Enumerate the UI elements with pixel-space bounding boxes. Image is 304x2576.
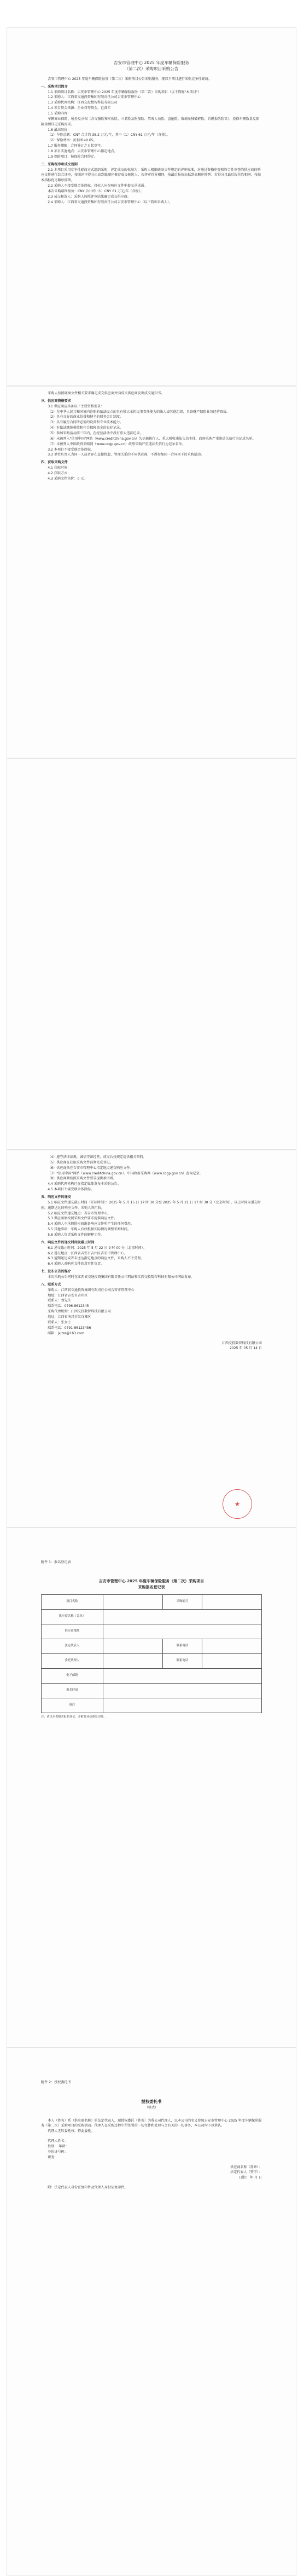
section2-item: 本次采购最终报价：CNY 合计约（1）CNY 61 万元/年（含税）。: [48, 189, 144, 193]
contact-line: 联系人：刘先生: [48, 1299, 71, 1303]
section-heading-1: 一、采购项目简介: [41, 84, 68, 89]
table-cell-value: [103, 1668, 261, 1683]
table-cell-value: [103, 1683, 261, 1698]
table-row: [42, 1609, 262, 1624]
section3-item: （2）具有良好的商业信誉和健全的财务会计制度。: [48, 415, 124, 419]
table-row: [42, 1639, 262, 1653]
section2-item: 2.1 本项目采用竞争性磋商方式组织采购，评定成交的标准为：采购人根据磋商文件规定的评审标准，对通过资格审查和符合性审查的供应商的响应文件进行综合评审，按照评审得分由高到低顺序推荐成交候选人。若评审得分相同，按最后报价由低到高顺序排列；若得分且最后报价均相同，按技术指标优劣顺序排列。: [41, 168, 261, 183]
table-cell-value: [103, 1594, 162, 1609]
signature-org: 江西交投数智科技有限公司: [221, 1341, 262, 1345]
section5-item: 5.3 供应商须按照采购文件要求提供响应文件。: [48, 1217, 118, 1221]
section6-item: 6.3 逾期送达或者未送达指定地点的响应文件，采购人不予受理。: [48, 1257, 144, 1261]
official-seal: [223, 1489, 252, 1519]
section6-item: 6.2 递交地点：江西省吉安市吉州区吉安市管理中心。: [48, 1251, 127, 1255]
section-heading-3: 三、供应商资格要求: [41, 399, 71, 403]
section3-item: （7）未被列入中国政府采购网（www.ccgp.gov.cn）政府采购严重违法失信行为记录名单。: [48, 442, 185, 446]
section2-sub-item: 2.3 成交候选人：采购人按照评审结果确定成交供应商。: [48, 194, 131, 199]
section3-item: （1）在中华人民共和国境内注册的依法设立的具有独立承担民事责任能力的法人或其他组织，具备财产保险业务经营资质。: [48, 410, 230, 414]
section3-item: （6）未被列入"信用中国"网站（www.creditchina.gov.cn）失信被执行人、重大税收违法失信主体、政府采购严重违法失信行为记录名单。: [48, 436, 256, 441]
page4-item: （4）遵守法律法规，诚信守法经营，成交后按规定提供相关资料。: [48, 1155, 147, 1159]
table-cell-value: [103, 1639, 162, 1653]
table-row: [42, 1653, 262, 1668]
contact-line: 采购人：江西省交通投资集团有限责任公司吉安市管理中心: [48, 1288, 135, 1292]
seal-star-icon: ★: [234, 1500, 241, 1508]
section-heading-8: 八、联系方式: [41, 1282, 61, 1287]
contact-line: 联系电话：0796-8612345: [48, 1304, 89, 1309]
document-page-6: [7, 2048, 296, 2576]
section-heading-7: 七、发布公告的媒介: [41, 1270, 71, 1274]
section4-item: 4.2 获取方式：: [48, 471, 71, 476]
table-cell-label: 电子邮箱: [42, 1668, 103, 1683]
attachment-2-label: 附件 2：授权委托书: [41, 2081, 71, 2084]
table-cell-value: [103, 1653, 162, 1668]
section3-item: 3.1 供应商应具备以下主要资格要求：: [48, 404, 104, 408]
auth-line: 代理人姓名：: [48, 2139, 68, 2143]
section1-item: 1.8 项目实施地点：吉安市管理中心指定地点。: [48, 149, 118, 153]
section3-item: 3.3 单位负责人为同一人或者存在直接控股、管理关系的不同供应商，不得参加同一合同项下的采购活动。: [48, 453, 204, 457]
auth-title: 授权委托书: [141, 2099, 162, 2104]
document-title: [41, 60, 262, 72]
section1-item: （1）车险总额：CNY 合计约 38.2 万元/年，其中（1）CNY 61 万元/年（含税）。: [48, 133, 170, 137]
contact-line: 采购代理机构：江西交投数智科技有限公司: [48, 1310, 111, 1314]
auth-footer: 附：法定代表人身份证复印件及代理人身份证复印件。: [48, 2186, 128, 2190]
auth-line: 代理人无转委托权。特此委托。: [48, 2129, 95, 2134]
title-line-1: 吉安市管理中心 2025 年度车辆保险服务: [113, 60, 190, 65]
table-cell-label: 法定代表人: [42, 1639, 103, 1653]
auth-line: 性别： 年龄：: [48, 2145, 69, 2148]
form-note: 注：请以本表格式报名登记，并附营业执照复印件。: [41, 1715, 107, 1719]
table-cell-label: 联系电话: [162, 1653, 202, 1668]
contact-line: 邮箱：jxjtsz@163.com: [48, 1331, 84, 1335]
contact-line: 联系电话：0791-86123456: [48, 1326, 91, 1330]
auth-sign-line: 日期： 年 月 日: [238, 2176, 262, 2180]
table-row: [42, 1698, 262, 1713]
signature-date: 2025 年 05 月 14 日: [230, 1346, 262, 1351]
section5-item: 5.2 响应文件递交地点：吉安市管理中心。: [48, 1211, 111, 1215]
table-cell-label: 委托代理人: [42, 1653, 103, 1668]
section3-item: （5）参加采购活动前三年内，在经营活动中没有重大违法记录。: [48, 431, 143, 436]
table-row: [42, 1683, 262, 1698]
auth-sign-line: 法定代表人（签字）：: [230, 2170, 262, 2175]
table-cell-value: [103, 1609, 261, 1624]
page4-item: （6）供应商须在吉安市管理中心指定地点递交响应文件。: [48, 1166, 133, 1170]
form-subtitle: 采购报名登记表: [138, 1585, 165, 1590]
section2-item: 2.2 采购人不接受联合体投标，投标人应在响应文件中提交承诺函。: [48, 184, 148, 188]
form-title: 吉安市管理中心 2025 年度车辆保险服务（第二次）采购项目: [98, 1578, 204, 1583]
registration-table: [41, 1594, 262, 1713]
section1-item: 车辆商业保险、税务及承保（含交强险和车损险、三者险及附加险、驾乘人员险、盗抢险、玻璃单独破碎险、自燃损失险等），投保车辆数量及保险金额详见采购需求。: [41, 117, 260, 126]
section1-item: 1.2 采购人：江西省交通投资集团有限责任公司吉安市管理中心: [48, 95, 141, 100]
auth-line: 本人（姓名）系（供应商名称）的法定代表人，现授权委托（姓名）为我公司代理人，以本公司的名义参加吉安市管理中心 2025 年度车辆保险服务（第二次）采购项目的采购活动。代理人在采购过程中所签署的一切文件和处理与之有关的一切事务，本公司均予以承认。: [41, 2118, 262, 2128]
auth-sign-line: 供应商名称（盖章）：: [230, 2165, 262, 2169]
section4-item: 4.3 采购文件售价：0 元。: [48, 476, 87, 481]
section5-item: 5.5 其他事项：采购人有权根据实际情况调整采购时间。: [48, 1228, 131, 1232]
section7-text: 本次采购公告同时在江西省交通投资集团有限责任公司网站和江西交投数智科技有限公司网站发布。: [48, 1275, 195, 1280]
section6-item: 6.1 递交截止时间：2025 年 5 月 22 日 9 时 00 分（北京时间）。: [48, 1246, 147, 1250]
table-cell-value: [103, 1624, 261, 1639]
page4-item: （7）"信用中国"网站（www.creditchina.gov.cn）、中国政府采购网（www.ccgp.gov.cn）查询记录。: [48, 1171, 203, 1175]
section1-item: 1.5 采购内容：: [48, 111, 71, 116]
table-cell-label: 备注: [42, 1698, 103, 1713]
page2-paragraph: 采购人按照磋商文件相关要求确定成交供应商并向成交供应商发出成交通知书。: [48, 391, 165, 395]
section2-sub-item: 2.4 采购人：江西省交通投资集团有限责任公司吉安市管理中心（以下简称采购人）。: [48, 200, 173, 204]
table-cell-label: 供应商名称（盖章）: [42, 1609, 103, 1624]
table-cell-label: 项目名称: [42, 1594, 103, 1609]
page4-item: （5）供应商在获取采购文件前须完成登记。: [48, 1160, 113, 1165]
page4-item: 4.4 采购代理机构已在指定媒体发布本采购公告。: [48, 1182, 121, 1186]
table-row: [42, 1624, 262, 1639]
attachment-1-label: 附件 1：报名登记表: [41, 1560, 71, 1564]
table-cell-label: 报名时间: [42, 1683, 103, 1698]
section3-item: （4）有依法缴纳税收和社会保障资金的良好记录。: [48, 426, 124, 430]
auth-subtitle: （格式）: [144, 2105, 158, 2110]
section-heading-5: 五、响应文件的递交: [41, 1195, 71, 1200]
contact-line: 地址：江西省南昌市红谷滩区: [48, 1315, 91, 1319]
title-line-2: （第二次）采购项目采购公告: [124, 66, 179, 72]
document-page-3: [7, 758, 296, 1150]
table-cell-value: [202, 1653, 262, 1668]
section1-item: 1.7 服务期限：合同签订之日起壹年。: [48, 144, 104, 148]
section6-item: 6.4 采购人对响应文件的真实性负责。: [48, 1262, 104, 1266]
auth-line: 身份证号码：: [48, 2149, 68, 2154]
section-heading-4: 四、获取采购文件: [41, 460, 68, 465]
section-heading-6: 六、响应文件的递交时间及截止时间: [41, 1240, 95, 1244]
document-page-5: [7, 1528, 296, 2048]
table-cell-label: 联系电话: [162, 1639, 202, 1653]
section5-item: 5.4 采购人不承担供应商准备响应文件所产生的任何费用。: [48, 1222, 135, 1226]
table-cell-value: [103, 1698, 261, 1713]
page4-item: 4.5 本项目不接受联合体投标。: [48, 1188, 94, 1192]
section1-item: 1.4 项目资金来源：企业自筹资金，已落实: [48, 106, 111, 111]
table-cell-label: 采购编号: [162, 1594, 202, 1609]
table-row: [42, 1668, 262, 1683]
section5-item: 5.1 响应文件递交截止时间（开标时间）：2025 年 5 月 15 日 17 时 30 分至 2025 年 5 月 21 日 17 时 30 分（北京时间），以上时间为递交时间，逾期送达的响应文件，采购人将拒收。: [41, 1200, 261, 1210]
section1-item: 1.1 采购项目名称：吉安市管理中心 2025 年度车辆保险服务（第二次）采购项目（以下简称"本项目"）: [48, 90, 201, 94]
document-page-2: [7, 386, 296, 758]
section1-item: 1.9 保险项目：按保险合同约定。: [48, 154, 98, 159]
document-page-1: [7, 27, 296, 386]
section1-item: （2）保险费率：折扣率≤0.65。: [48, 139, 97, 143]
table-cell-value: [202, 1639, 262, 1653]
document-page-4: [7, 1150, 296, 1528]
page4-item: （8）供应商须按照采购文件要求提供承诺函。: [48, 1177, 116, 1181]
section4-item: 4.1 获取时间：: [48, 466, 71, 470]
table-cell-value: [202, 1594, 262, 1609]
section3-item: 3.2 本项目不接受联合体投标。: [48, 447, 94, 452]
contact-line: 地址：江西省吉安市吉州区: [48, 1293, 88, 1298]
section3-item: （3）具有履行合同所必需的设备和专业技术能力。: [48, 420, 124, 425]
intro-paragraph: 吉安市管理中心 2025 年度车辆保险服务（第二次）采购项目公告采购服务，现以下项目进行采购竞争性磋商。: [48, 77, 212, 81]
auth-line: 职务：: [48, 2155, 58, 2159]
contact-line: 联系人：张女士: [48, 1320, 71, 1324]
table-row: [42, 1594, 262, 1609]
section5-item: 5.6 采购人负责采购文件的解释工作。: [48, 1233, 104, 1237]
section1-item: 1.3 采购代理机构：江西交投数智科技有限公司: [48, 101, 118, 105]
section-heading-2: 二、采购程序和成交规则: [41, 162, 78, 166]
section1-item: 1.6 最高限价：: [48, 128, 71, 132]
table-cell-label: 供应商地址: [42, 1624, 103, 1639]
